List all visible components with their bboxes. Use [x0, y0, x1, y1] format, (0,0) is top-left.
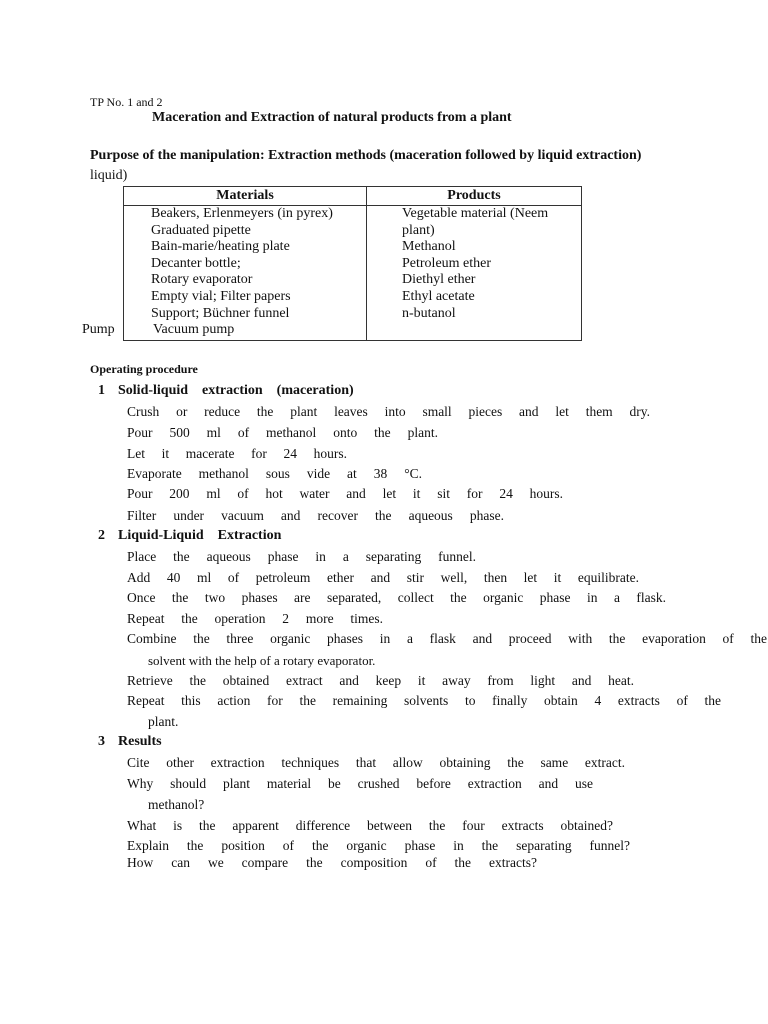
purpose-heading: Purpose of the manipulation: Extraction methods (maceration followed by liquid extraction) — [90, 148, 642, 163]
procedure-step: Add 40 ml of petroleum ether and stir well, then let it equilibrate. — [127, 570, 639, 585]
procedure-step: Repeat this action for the remaining solvents to finally obtain 4 extracts of the — [127, 693, 721, 708]
procedure-step: Pour 200 ml of hot water and let it sit for 24 hours. — [127, 486, 563, 501]
product-item: Ethyl acetate — [402, 288, 475, 304]
procedure-step-continuation: plant. — [148, 714, 179, 729]
materials-products-table — [123, 186, 582, 341]
section-heading — [98, 734, 162, 750]
procedure-step: Cite other extraction techniques that allow obtaining the same extract. — [127, 755, 625, 770]
procedure-step-continuation: methanol? — [148, 797, 205, 812]
procedure-step: Let it macerate for 24 hours. — [127, 446, 347, 461]
section-number: 1 — [98, 383, 105, 398]
procedure-step: Explain the position of the organic phase in the separating funnel? — [127, 838, 630, 853]
section-number: 2 — [98, 528, 105, 543]
product-item: Petroleum ether — [402, 255, 492, 271]
materials-header: Materials — [124, 187, 367, 206]
product-item: Diethyl ether — [402, 272, 476, 288]
product-item: Methanol — [402, 239, 456, 255]
procedure-step: Filter under vacuum and recover the aqueous phase. — [127, 508, 504, 523]
procedure-step: Why should plant material be crushed before extraction and use — [127, 776, 593, 791]
document-title: Maceration and Extraction of natural products from a plant — [152, 110, 512, 125]
section-title: Liquid-Liquid Extraction — [118, 528, 282, 543]
procedure-step: How can we compare the composition of the extracts? — [127, 855, 537, 870]
procedure-step: What is the apparent difference between the four extracts obtained? — [127, 818, 613, 833]
material-item: Vacuum pump — [153, 322, 235, 338]
material-item: Rotary evaporator — [151, 272, 253, 288]
procedure-step: Evaporate methanol sous vide at 38 °C. — [127, 466, 422, 481]
materials-cell — [124, 206, 367, 341]
material-item: Decanter bottle; — [151, 255, 241, 271]
section-heading — [98, 383, 354, 399]
procedure-step: Crush or reduce the plant leaves into small pieces and let them dry. — [127, 404, 650, 419]
document-id: TP No. 1 and 2 — [90, 95, 163, 109]
product-item: n-butanol — [402, 305, 456, 321]
product-item: Vegetable material (Neem plant) — [402, 206, 549, 238]
section-title: Solid-liquid extraction (maceration) — [118, 383, 354, 398]
pump-side-label: Pump — [82, 322, 115, 337]
procedure-step: Repeat the operation 2 more times. — [127, 611, 383, 626]
material-item: Beakers, Erlenmeyers (in pyrex) — [151, 206, 333, 221]
procedure-step: Once the two phases are separated, collect the organic phase in a flask. — [127, 590, 666, 605]
products-cell — [367, 206, 582, 341]
procedure-heading: Operating procedure — [90, 362, 198, 376]
procedure-step: Combine the three organic phases in a flask and proceed with the evaporation of the — [127, 631, 767, 646]
procedure-step-continuation: solvent with the help of a rotary evaporator. — [148, 653, 376, 668]
section-heading — [98, 528, 281, 544]
section-title: Results — [118, 734, 162, 749]
section-number: 3 — [98, 734, 105, 749]
procedure-step: Place the aqueous phase in a separating funnel. — [127, 549, 476, 564]
table-header-row — [124, 187, 582, 206]
products-header: Products — [367, 187, 582, 206]
material-item: Graduated pipette — [151, 222, 251, 238]
purpose-overflow-text: liquid) — [90, 168, 128, 183]
table-body-row — [124, 206, 582, 341]
material-item: Bain-marie/heating plate — [151, 239, 290, 255]
material-item: Empty vial; Filter papers — [151, 288, 291, 304]
procedure-step: Retrieve the obtained extract and keep it away from light and heat. — [127, 673, 634, 688]
material-item: Support; Büchner funnel — [151, 305, 290, 321]
procedure-step: Pour 500 ml of methanol onto the plant. — [127, 425, 438, 440]
